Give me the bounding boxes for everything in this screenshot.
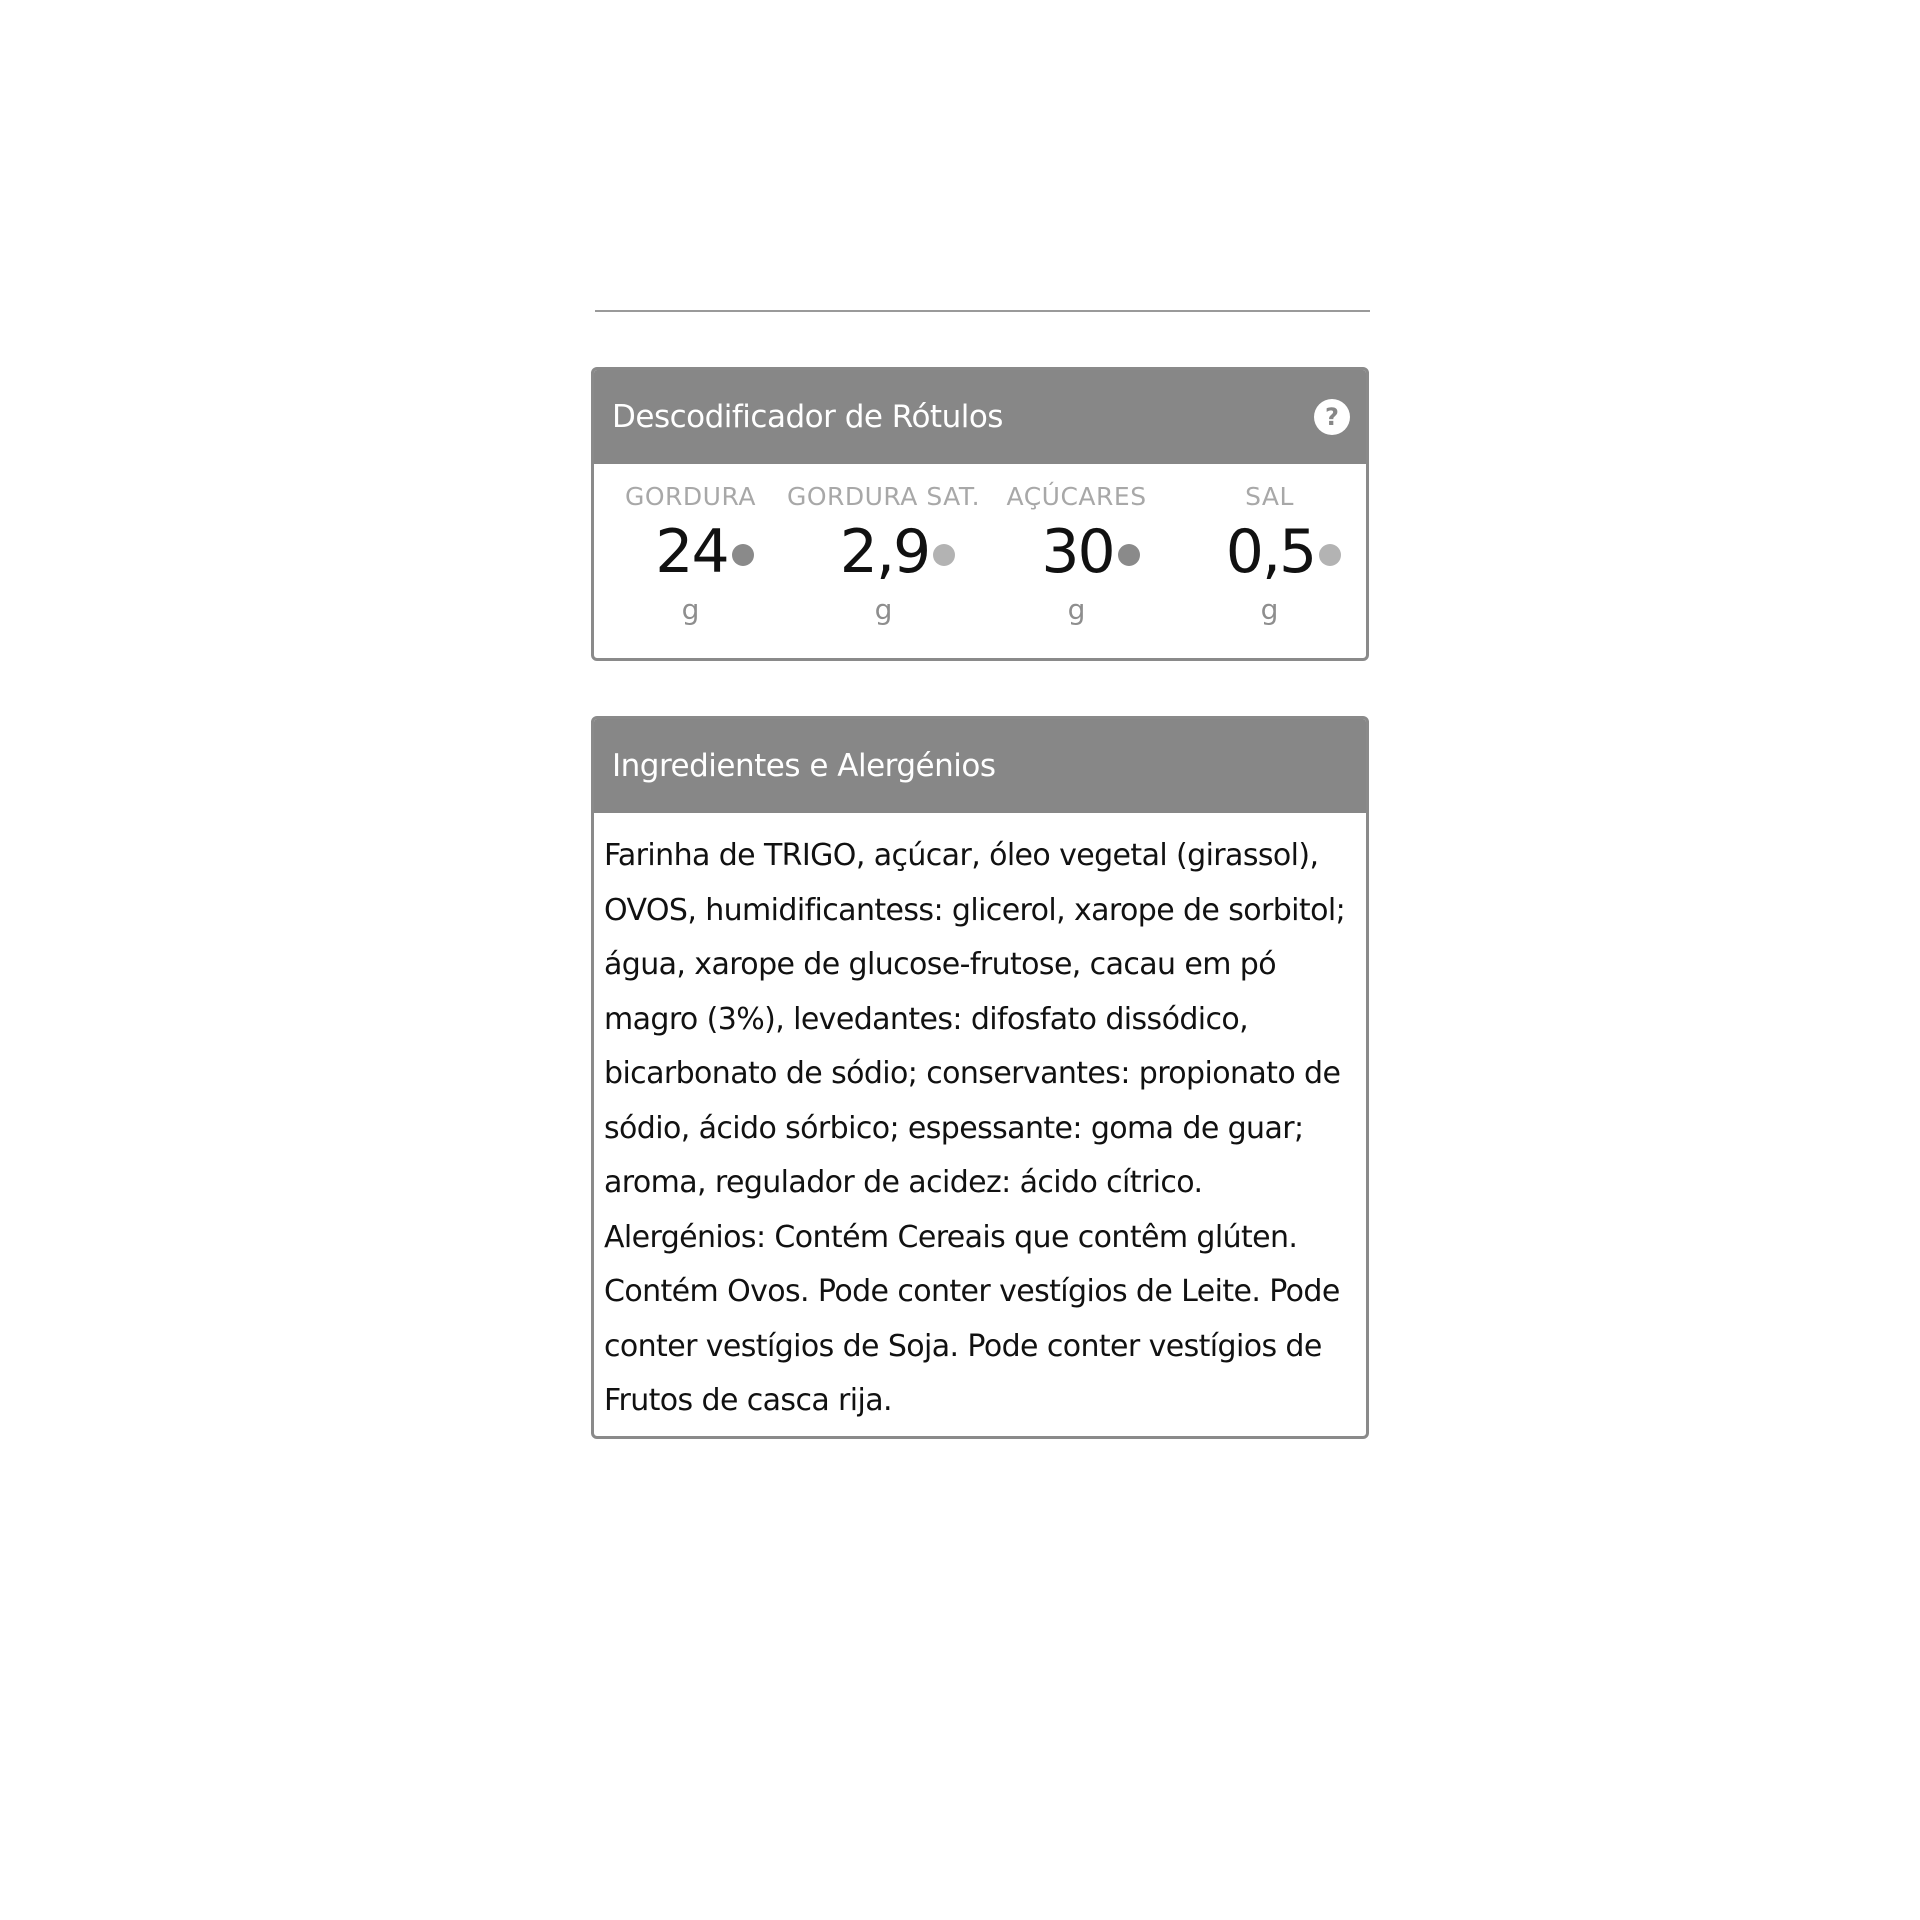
nutrient-value: 30 [1041, 517, 1114, 587]
label-decoder-header [594, 370, 1366, 464]
label-decoder-panel [591, 367, 1369, 661]
nutrient-unit: g [1067, 593, 1086, 626]
nutrient-fat [594, 464, 787, 658]
top-divider [595, 310, 1370, 312]
nutrient-label: GORDURA [625, 482, 756, 511]
nutrient-value-row [1226, 515, 1341, 589]
nutrient-salt [1173, 464, 1366, 658]
question-circle-icon[interactable]: ? [1314, 399, 1350, 435]
nutrient-label: SAL [1245, 482, 1294, 511]
traffic-light-dot-icon [1319, 544, 1341, 566]
nutrient-sugars [980, 464, 1173, 658]
nutrient-value: 24 [655, 517, 728, 587]
ingredients-header [594, 719, 1366, 813]
nutrient-label: GORDURA SAT. [786, 482, 981, 511]
nutrient-value-row [1041, 515, 1139, 589]
nutrient-label: AÇÚCARES [1006, 482, 1147, 511]
nutrient-value: 0,5 [1225, 517, 1316, 587]
nutrient-saturated-fat [787, 464, 980, 658]
nutrient-value-row [840, 515, 955, 589]
traffic-light-dot-icon [1118, 544, 1140, 566]
nutrient-value: 2,9 [839, 517, 930, 587]
nutrient-unit: g [874, 593, 893, 626]
nutrient-unit: g [681, 593, 700, 626]
ingredients-panel [591, 716, 1369, 1439]
ingredients-title: Ingredientes e Alergénios [612, 748, 996, 784]
ingredients-text: Farinha de TRIGO, açúcar, óleo vegetal (girassol), OVOS, humidificantess: glicerol, xarope de sorbitol; água, xarope de glucose-frutose, cacau em pó magro (3%), levedantes: difosfato dissódico, bicarbonato de sódio; conservantes: propionato de sódio, ácido sórbico; espessante: goma de guar; aroma, regulador de acidez: ácido cítrico. Alergénios: Contém Cereais que contêm glúten. Contém Ovos. Pode conter vestígios de Leite. Pode conter vestígios de Soja. Pode conter vestígios de Frutos de casca rija. [604, 838, 1346, 1418]
label-decoder-title: Descodificador de Rótulos [612, 399, 1003, 435]
traffic-light-dot-icon [732, 544, 754, 566]
nutrient-unit: g [1260, 593, 1279, 626]
traffic-light-dot-icon [933, 544, 955, 566]
nutrient-list [594, 464, 1366, 658]
nutrient-value-row [655, 515, 753, 589]
